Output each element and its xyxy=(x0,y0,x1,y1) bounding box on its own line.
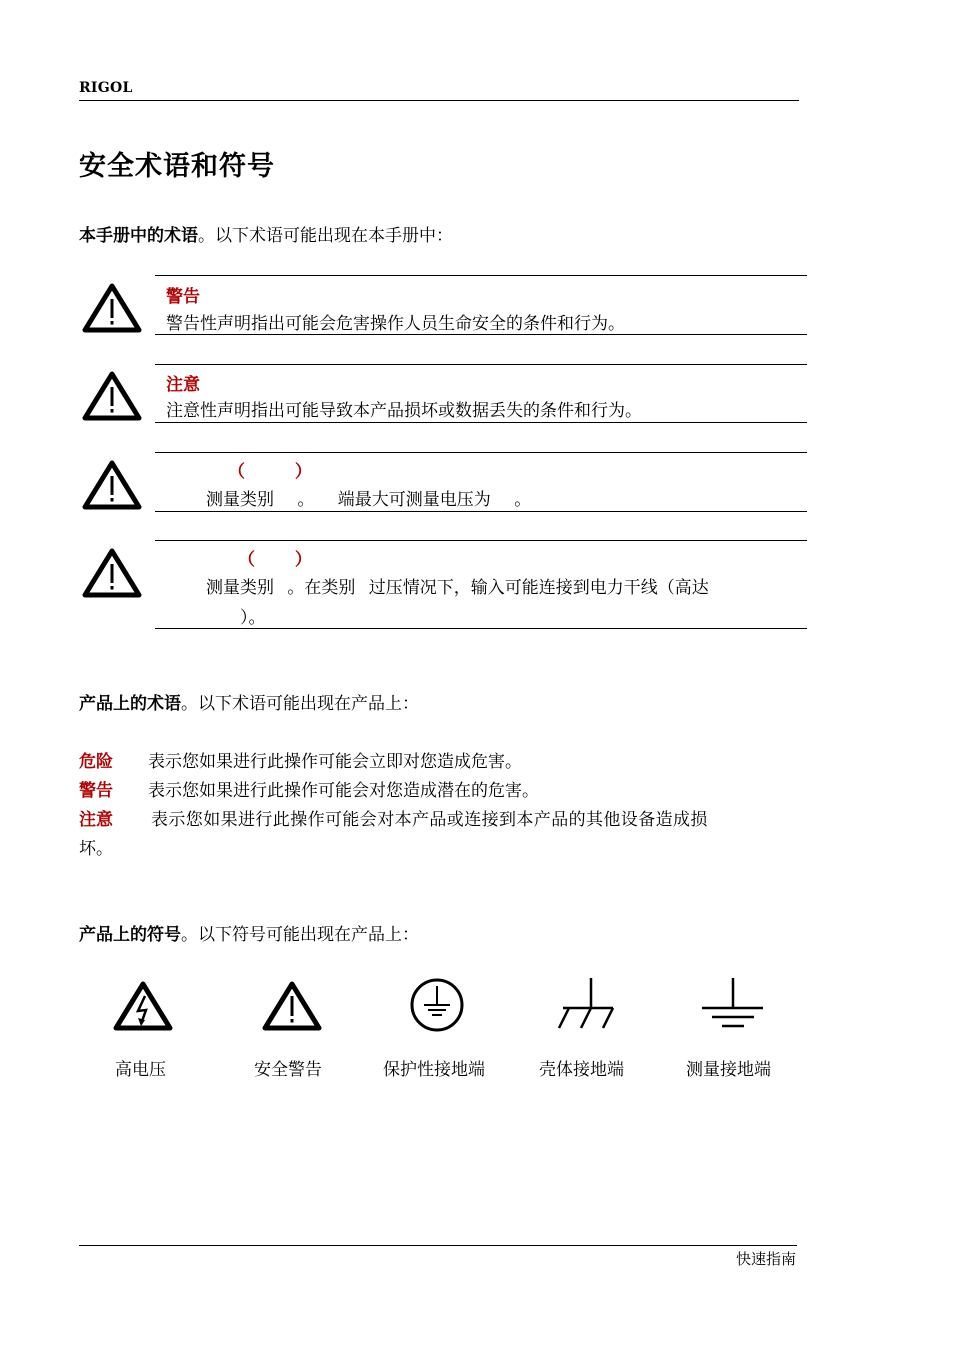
box-text-continued: ）。 xyxy=(240,608,266,628)
box-heading: 警告 xyxy=(166,287,200,307)
term-desc: 表示您如果进行此操作可能会对本产品或连接到本产品的其他设备造成损 xyxy=(151,810,708,830)
term-warning-row xyxy=(79,776,539,801)
box-heading: （ ） xyxy=(238,550,312,570)
manual-terms-text: 。以下术语可能出现在本手册中： xyxy=(198,226,453,246)
box-text: 测量类别 。 端最大可测量电压为 。 xyxy=(206,490,532,510)
header-rule xyxy=(79,100,799,101)
category-triangle-icon xyxy=(82,459,142,511)
symbol-label: 保护性接地端 xyxy=(383,1060,485,1080)
symbol-label: 测量接地端 xyxy=(686,1060,771,1080)
term-caution-wrap: 坏。 xyxy=(79,839,113,859)
box-text: 注意性声明指出可能导致本产品损坏或数据丢失的条件和行为。 xyxy=(166,401,642,421)
footer-rule xyxy=(79,1245,797,1246)
category-box xyxy=(155,452,807,512)
page-title: 安全术语和符号 xyxy=(79,151,275,182)
category-box xyxy=(155,540,807,629)
term-key-caution: 注意 xyxy=(79,810,113,830)
protective-ground-icon xyxy=(408,976,466,1034)
measurement-ground-icon xyxy=(700,976,764,1032)
caution-box xyxy=(155,364,807,423)
symbol-label: 高电压 xyxy=(115,1060,166,1080)
footer-text: 快速指南 xyxy=(735,1250,796,1268)
term-caution-row xyxy=(79,805,708,830)
product-symbols-text: 。以下符号可能出现在产品上： xyxy=(181,925,419,945)
chassis-ground-icon xyxy=(553,976,617,1032)
term-desc: 表示您如果进行此操作可能会立即对您造成危害。 xyxy=(148,752,522,772)
warning-box xyxy=(155,275,807,335)
product-symbols-label: 产品上的符号 xyxy=(79,925,181,945)
box-text: 测量类别 。在类别 过压情况下，输入可能连接到电力干线（高达 xyxy=(206,578,709,598)
symbol-label: 安全警告 xyxy=(254,1060,322,1080)
term-key-warning: 警告 xyxy=(79,781,113,801)
term-danger-row xyxy=(79,747,522,772)
term-key-danger: 危险 xyxy=(79,752,113,772)
manual-terms-intro xyxy=(79,221,453,246)
safety-warning-icon xyxy=(261,980,323,1032)
box-text: 警告性声明指出可能会危害操作人员生命安全的条件和行为。 xyxy=(166,314,625,334)
brand-logo-text: RIGOL xyxy=(79,80,133,96)
product-terms-text: 。以下术语可能出现在产品上： xyxy=(181,694,419,714)
manual-terms-label: 本手册中的术语 xyxy=(79,226,198,246)
high-voltage-icon xyxy=(112,980,174,1032)
product-terms-label: 产品上的术语 xyxy=(79,694,181,714)
product-symbols-intro xyxy=(79,920,419,945)
caution-triangle-icon xyxy=(82,370,142,422)
product-terms-intro xyxy=(79,689,419,714)
box-heading: （ ） xyxy=(228,462,312,482)
warning-triangle-icon xyxy=(82,282,142,334)
category-triangle-icon xyxy=(82,547,142,599)
term-desc: 表示您如果进行此操作可能会对您造成潜在的危害。 xyxy=(148,781,539,801)
symbol-label: 壳体接地端 xyxy=(539,1060,624,1080)
box-heading: 注意 xyxy=(166,375,200,395)
